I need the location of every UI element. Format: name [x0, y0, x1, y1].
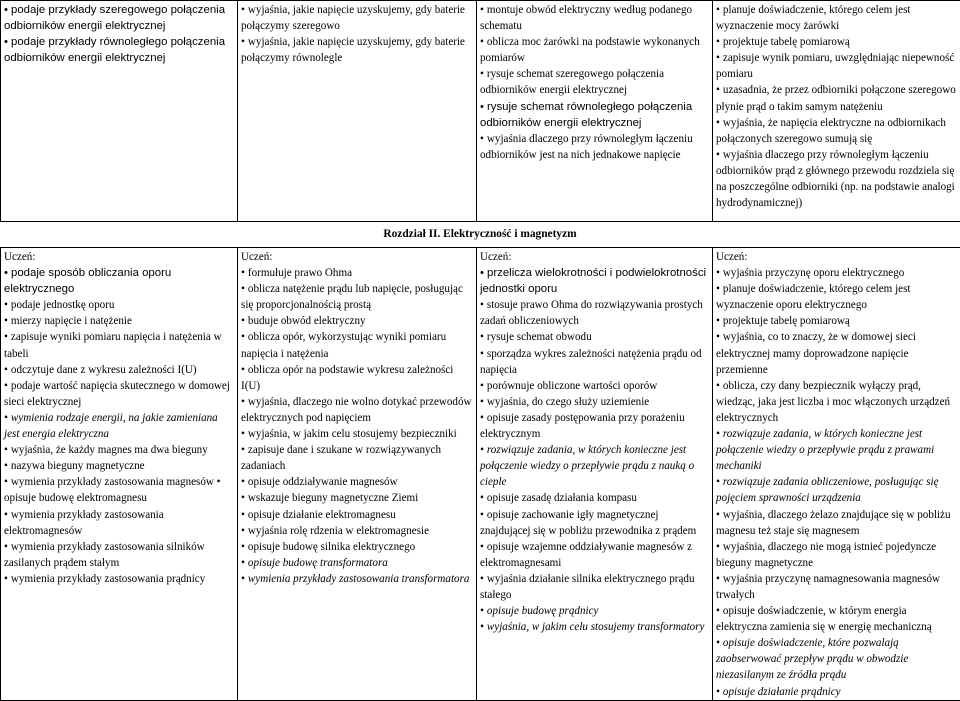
table-cell: [1, 248, 238, 701]
list-item: • rozwiązuje zadania, w których konieczne jest połączenie wiedzy o przepływie prądu z prawami mechaniki: [716, 426, 958, 474]
list-item: • wymienia rodzaje energii, na jakie zamieniana jest energia elektryczna: [4, 410, 235, 442]
list-item: • oblicza moc żarówki na podstawie wykonanych pomiarów: [480, 34, 710, 66]
list-item: • wyjaśnia, że każdy magnes ma dwa bieguny: [4, 442, 235, 458]
list-item: • przelicza wielokrotności i podwielokrotności jednostki oporu: [480, 265, 710, 297]
table-cell: [477, 248, 713, 701]
list-item: • zapisuje dane i szukane w rozwiązywanych zadaniach: [241, 442, 474, 474]
list-item: • uzasadnia, że przez odbiorniki połączone szeregowo płynie prąd o takim samym natężeniu: [716, 82, 958, 114]
upper-criteria-table: [0, 0, 960, 222]
list-item: • planuje doświadczenie, którego celem jest wyznaczenie oporu elektrycznego: [716, 281, 958, 313]
table-cell: [238, 1, 477, 222]
list-item: • stosuje prawo Ohma do rozwiązywania prostych zadań obliczeniowych: [480, 297, 710, 329]
column-heading: Uczeń:: [716, 249, 958, 265]
list-item: • opisuje wzajemne oddziaływanie magnesów z elektromagnesami: [480, 539, 710, 571]
list-item: • wyjaśnia, że napięcia elektryczne na odbiornikach połączonych szeregowo sumują się: [716, 115, 958, 147]
list-item: • wyjaśnia, jakie napięcie uzyskujemy, gdy baterie połączymy równolegle: [241, 34, 474, 66]
list-item: • oblicza, czy dany bezpiecznik wyłączy prąd, wiedząc, jaka jest liczba i moc włączonych urządzeń elektrycznych: [716, 378, 958, 426]
list-item: • projektuje tabelę pomiarową: [716, 34, 958, 50]
list-item: • wyjaśnia przyczynę oporu elektrycznego: [716, 265, 958, 281]
list-item: • wyjaśnia rolę rdzenia w elektromagnesie: [241, 523, 474, 539]
list-item: • podaje jednostkę oporu: [4, 297, 235, 313]
list-item: • opisuje działanie elektromagnesu: [241, 507, 474, 523]
list-item: • montuje obwód elektryczny według podanego schematu: [480, 2, 710, 34]
list-item: • oblicza opór na podstawie wykresu zależności I(U): [241, 362, 474, 394]
list-item: • podaje wartość napięcia skutecznego w domowej sieci elektrycznej: [4, 378, 235, 410]
list-item: • oblicza opór, wykorzystując wyniki pomiaru napięcia i natężenia: [241, 329, 474, 361]
list-item: • wyjaśnia dlaczego przy równoległym łączeniu odbiorników prąd z głównego przewodu rozdziela się na poszczególne odbiorniki (np. na podstawie analogi hydrodynamicznej): [716, 147, 958, 211]
list-item: • wyjaśnia, do czego służy uziemienie: [480, 394, 710, 410]
list-item: • zapisuje wynik pomiaru, uwzględniając niepewność pomiaru: [716, 50, 958, 82]
list-item: • planuje doświadczenie, którego celem jest wyznaczenie mocy żarówki: [716, 2, 958, 34]
table-cell: [713, 1, 960, 222]
list-item: • wskazuje bieguny magnetyczne Ziemi: [241, 490, 474, 506]
list-item: • wymienia przykłady zastosowania transformatora: [241, 571, 474, 587]
list-item: • sporządza wykres zależności natężenia prądu od napięcia: [480, 346, 710, 378]
list-item: • wyjaśnia, dlaczego żelazo znajdujące się w pobliżu magnesu też staje się magnesem: [716, 507, 958, 539]
list-item: • rysuje schemat szeregowego połączenia odbiorników energii elektrycznej: [480, 66, 710, 98]
table-cell: [477, 1, 713, 222]
list-item: • porównuje obliczone wartości oporów: [480, 378, 710, 394]
column-heading: Uczeń:: [241, 249, 474, 265]
table-row: [1, 248, 960, 701]
list-item: • opisuje oddziaływanie magnesów: [241, 474, 474, 490]
list-item: • opisuje zasadę działania kompasu: [480, 490, 710, 506]
list-item: • wyjaśnia, w jakim celu stosujemy bezpieczniki: [241, 426, 474, 442]
list-item: • wymienia przykłady zastosowania prądnicy: [4, 571, 235, 587]
list-item: • wyjaśnia, dlaczego nie wolno dotykać przewodów elektrycznych pod napięciem: [241, 394, 474, 426]
table-cell: [1, 1, 238, 222]
list-item: • rozwiązuje zadania, w których konieczne jest połączenie wiedzy o przepływie prądu z nauką o cieple: [480, 442, 710, 490]
list-item: • buduje obwód elektryczny: [241, 313, 474, 329]
table-cell: [713, 248, 960, 701]
list-item: • wyjaśnia, jakie napięcie uzyskujemy, gdy baterie połączymy szeregowo: [241, 2, 474, 34]
list-item: • opisuje budowę transformatora: [241, 555, 474, 571]
list-item: • opisuje działanie prądnicy: [716, 684, 958, 700]
list-item: • zapisuje wyniki pomiaru napięcia i natężenia w tabeli: [4, 329, 235, 361]
list-item: • wyjaśnia działanie silnika elektrycznego prądu stałego: [480, 571, 710, 603]
list-item: • projektuje tabelę pomiarową: [716, 313, 958, 329]
list-item: • nazywa bieguny magnetyczne: [4, 458, 235, 474]
list-item: • opisuje budowę prądnicy: [480, 603, 710, 619]
list-item: • wyjaśnia, w jakim celu stosujemy transformatory: [480, 619, 710, 635]
table-cell: [238, 248, 477, 701]
list-item: • wymienia przykłady zastosowania magnesów • opisuje budowę elektromagnesu: [4, 474, 235, 506]
list-item: • wyjaśnia przyczynę namagnesowania magnesów trwałych: [716, 571, 958, 603]
list-item: • rozwiązuje zadania obliczeniowe, posługując się pojęciem sprawności urządzenia: [716, 474, 958, 506]
column-heading: Uczeń:: [480, 249, 710, 265]
list-item: • rysuje schemat równoległego połączenia odbiorników energii elektrycznej: [480, 99, 710, 131]
list-item: • wyjaśnia dlaczego przy równoległym łączeniu odbiorników jest na nich jednakowe napięcie: [480, 131, 710, 163]
list-item: • opisuje doświadczenie, w którym energia elektryczna zamienia się w energię mechaniczną: [716, 603, 958, 635]
list-item: • odczytuje dane z wykresu zależności I(U): [4, 362, 235, 378]
list-item: • podaje sposób obliczania oporu elektrycznego: [4, 265, 235, 297]
list-item: • podaje przykłady równoległego połączenia odbiorników energii elektrycznej: [4, 34, 235, 66]
list-item: • formułuje prawo Ohma: [241, 265, 474, 281]
list-item: • wymienia przykłady zastosowania silników zasilanych prądem stałym: [4, 539, 235, 571]
list-item: • opisuje doświadczenie, które pozwalają zaobserwować przepływ prądu w obwodzie niezasilanym ze źródła prądu: [716, 635, 958, 683]
list-item: • wyjaśnia, dlaczego nie mogą istnieć pojedyncze bieguny magnetyczne: [716, 539, 958, 571]
list-item: • rysuje schemat obwodu: [480, 329, 710, 345]
list-item: • podaje przykłady szeregowego połączenia odbiorników energii elektrycznej: [4, 2, 235, 34]
list-item: • wymienia przykłady zastosowania elektromagnesów: [4, 507, 235, 539]
list-item: • opisuje budowę silnika elektrycznego: [241, 539, 474, 555]
lower-criteria-table: [0, 247, 960, 701]
list-item: • mierzy napięcie i natężenie: [4, 313, 235, 329]
list-item: • wyjaśnia, co to znaczy, że w domowej sieci elektrycznej mamy doprowadzone napięcie przemienne: [716, 329, 958, 377]
list-item: • opisuje zasady postępowania przy porażeniu elektrycznym: [480, 410, 710, 442]
list-item: • opisuje zachowanie igły magnetycznej znajdującej się w pobliżu przewodnika z prądem: [480, 507, 710, 539]
chapter-title: Rozdział II. Elektryczność i magnetyzm: [0, 227, 960, 241]
list-item: • oblicza natężenie prądu lub napięcie, posługując się proporcjonalnością prostą: [241, 281, 474, 313]
table-row: [1, 1, 960, 222]
column-heading: Uczeń:: [4, 249, 235, 265]
